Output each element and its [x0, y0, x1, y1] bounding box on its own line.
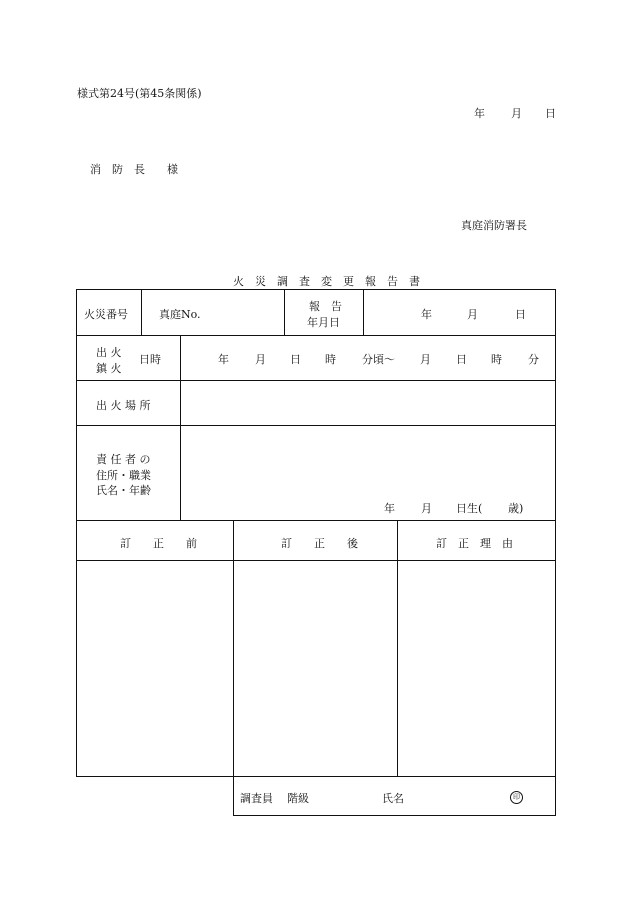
after-correction-area[interactable] — [235, 562, 396, 775]
report-date-label-2: 年月日 — [307, 316, 340, 329]
report-month: 月 — [467, 308, 478, 321]
header-date-month: 月 — [511, 107, 522, 120]
responsible-label-3: 氏名・年齢 — [96, 484, 151, 497]
dt-day: 日 — [290, 353, 301, 366]
fire-number-value: 真庭No. — [159, 308, 201, 321]
dt-minute-approx: 分頃～ — [362, 353, 395, 366]
correction-reason-header: 訂 正 理 由 — [436, 537, 513, 550]
name-label: 氏名 — [382, 792, 404, 805]
seal-icon: 印 — [510, 789, 523, 804]
dt-hour: 時 — [325, 353, 336, 366]
age: 歳) — [508, 502, 524, 515]
dt-year: 年 — [218, 353, 229, 366]
after-correction-header: 訂 正 後 — [281, 537, 358, 550]
responsible-label-1: 責 任 者 の — [96, 453, 151, 466]
report-date-label-1: 報 告 — [309, 300, 342, 313]
responsible-input[interactable] — [182, 427, 554, 497]
addressee: 消 防 長 様 — [90, 163, 178, 176]
dt-month-2: 月 — [420, 353, 431, 366]
before-correction-header: 訂 正 前 — [120, 537, 197, 550]
dt-minute-2: 分 — [528, 353, 539, 366]
birth-day: 日生( — [456, 502, 483, 515]
before-correction-area[interactable] — [78, 562, 232, 775]
correction-reason-area[interactable] — [399, 562, 554, 775]
rank-label: 階級 — [287, 792, 309, 805]
report-year: 年 — [421, 308, 432, 321]
birth-year: 年 — [384, 502, 395, 515]
datetime-label: 日時 — [139, 353, 161, 366]
dt-month: 月 — [255, 353, 266, 366]
report-day: 日 — [515, 308, 526, 321]
birth-month: 月 — [421, 502, 432, 515]
form-number: 様式第24号(第45条関係) — [77, 87, 202, 100]
investigator-label: 調査員 — [240, 792, 273, 805]
sender: 真庭消防署長 — [461, 219, 527, 232]
fire-location-input[interactable] — [182, 382, 554, 424]
fire-number-label: 火災番号 — [84, 308, 128, 321]
extinguished-label: 鎮 火 — [96, 362, 122, 375]
header-date-year: 年 — [474, 107, 485, 120]
responsible-label-2: 住所・職業 — [96, 469, 151, 482]
fire-location-label: 出 火 場 所 — [96, 399, 151, 412]
dt-hour-2: 時 — [491, 353, 502, 366]
header-date-day: 日 — [545, 107, 556, 120]
document-title: 火 災 調 査 変 更 報 告 書 — [233, 275, 420, 288]
dt-day-2: 日 — [456, 353, 467, 366]
outbreak-label: 出 火 — [96, 346, 122, 359]
